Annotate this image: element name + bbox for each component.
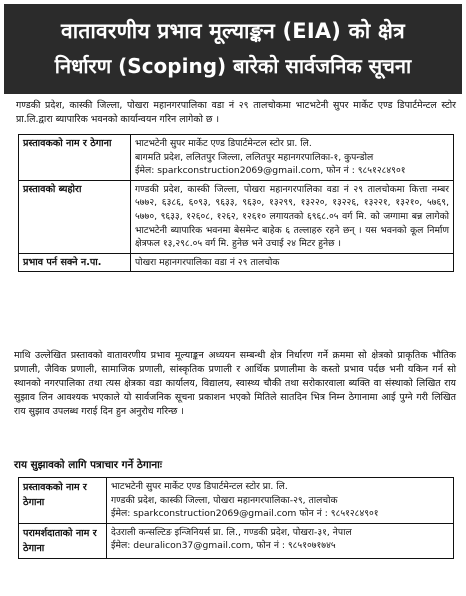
table-row (19, 180, 454, 253)
contact-heading: राय सुझावको लागि पत्राचार गर्ने ठेगानाः (14, 459, 162, 471)
project-description-value: गण्डकी प्रदेश, कास्की जिल्ला, पोखरा महानगरपालिका वडा नं २९ तालचोकमा कित्ता नम्बर ५७७२, ६३८६, ६०९३, ९६३३, ९६३०, १३२९९, १३२२०, १३२२६, १३२२१, १३२१०, ५७६९, ५७७०, ९६३३, १२६०८, १२६२, १२६१० लगायतको ६९६८.०५ वर्ग मि. को जग्गामा बन्न लागेको भाटभटेनी ब्यापारिक भवनमा बेसमेन्ट बाहेक ६ तल्लाहरु रहने छन् । यस भवनको कूल निर्माण क्षेत्रफल १३,२९८.०५ वर्ग मि. हुनेछ भने उचाई २४ मिटर हुनेछ । (131, 180, 454, 253)
proponent-name: भाटभटेनी सुपर मार्केट एण्ड डिपार्टमेन्टल स्टोर प्रा. लि. (135, 138, 312, 149)
consultant-name-address: देउराली कन्सल्टिङ इन्जिनियर्स प्रा. लि., गण्डकी प्रदेश, पोखरा-३१, नेपाल (111, 526, 352, 538)
table-row (19, 253, 454, 272)
table-row (19, 523, 454, 558)
table-row (19, 135, 454, 181)
intro-paragraph: गण्डकी प्रदेश, कास्की जिल्ला, पोखरा महानगरपालिका वडा नं २९ तालचोकमा भाटभटेनी सुपर मार्केट एण्ड डिपार्टमेन्टल स्टोर प्रा.लि.द्वारा ब्यापारिक भवनको कार्यान्वयन गरिन लागेको छ । (16, 100, 456, 125)
proponent-address: बागमति प्रदेश, ललितपुर जिल्ला, ललितपुर महानगरपालिका-१, कुपन्डोल (135, 151, 374, 163)
proponent-contact-address: गण्डकी प्रदेश, कास्की जिल्ला, पोखरा महानगरपालिका-२९, तालचोक (111, 494, 338, 506)
affected-municipality-value: पोखरा महानगरपालिका वडा नं २९ तालचोक (131, 253, 454, 272)
notice-title-banner (4, 4, 462, 94)
consultant-contact: ईमेल: deuralicon37@gmail.com, फोन नं : ९८५१०७१७४५ (111, 540, 336, 552)
proponent-contact-label: प्रस्तावकको नाम र ठेगाना (19, 478, 107, 524)
proponent-contact-value (107, 478, 454, 524)
table-row (19, 478, 454, 524)
project-details-table (18, 134, 454, 272)
proponent-contact-email: ईमेल: sparkconstruction2069@gmail.com फोन नं : ९८५१२८४९०१ (111, 508, 379, 520)
body-paragraph: माथि उल्लेखित प्रस्तावको वातावरणीय प्रभाव मूल्याङ्कन अध्ययन सम्बन्धी क्षेत्र निर्धारण गर्ने क्रममा सो क्षेत्रको प्राकृतिक भौतिक प्रणाली, जैविक प्रणाली, सामाजिक प्रणाली, सांस्कृतिक प्रणाली र आर्थिक प्रणालीमा के कस्तो प्रभाव पर्दछ भनी यकिन गर्न सो स्थानको नगरपालिका तथा त्यस क्षेत्रका वडा कार्यालय, विद्यालय, स्वास्थ्य चौकी तथा सरोकारवाला ब्यक्ति वा संस्थाको लिखित राय सुझाव लिन आवश्यक भएकाले यो सार्वजनिक सूचना प्रकाशन भएको मितिले सातदिन भित्र निम्न ठेगानामा आई पुग्ने गरी लिखित राय सुझाव उपलब्ध गराई दिन हुन अनुरोध गरिन्छ । (14, 350, 456, 418)
consultant-label: परामर्शदाताको नाम र ठेगाना (19, 523, 107, 558)
title-line-2: निर्धारण (Scoping) बारेको सार्वजनिक सूचना (54, 54, 412, 78)
proponent-contact: ईमेल: spark​construction2069@gmail.com, फोन नं : ९८५१२८४९०१ (135, 165, 406, 177)
proponent-contact-name: भाटभटेनी सुपर मार्केट एण्ड डिपार्टमेन्टल स्टोर प्रा. लि. (111, 481, 288, 492)
contacts-table (18, 477, 454, 559)
proponent-label: प्रस्तावकको नाम र ठेगाना (19, 135, 131, 181)
project-description-label: प्रस्तावको ब्यहोरा (19, 180, 131, 253)
title-line-1: वातावरणीय प्रभाव मूल्याङ्कन (EIA) को क्षेत्र (61, 19, 405, 43)
proponent-value (131, 135, 454, 181)
affected-municipality-label: प्रभाव पर्न सक्ने न.पा. (19, 253, 131, 272)
consultant-value (107, 523, 454, 558)
